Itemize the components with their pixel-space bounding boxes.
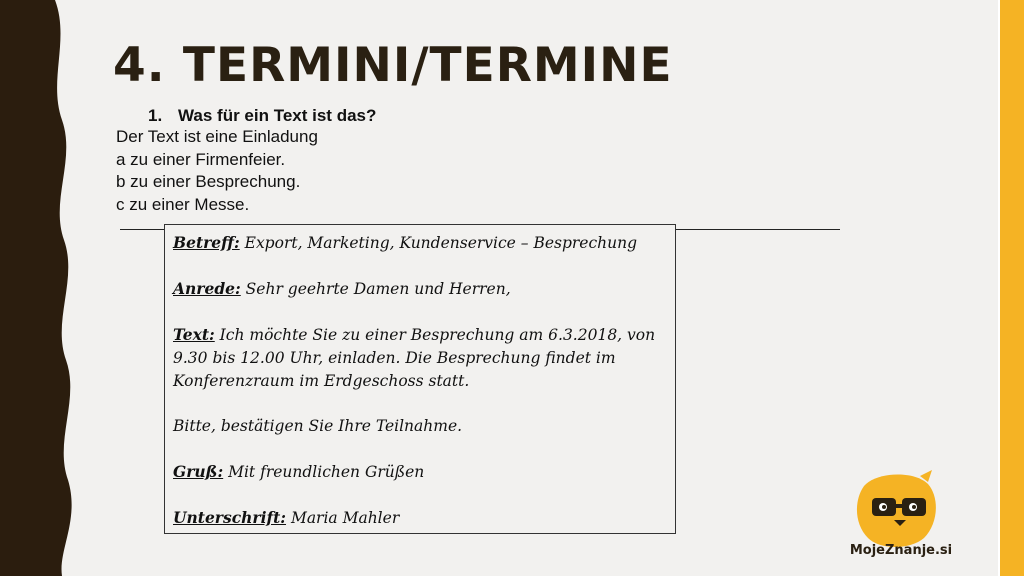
unterschrift-text: Maria Mahler: [286, 509, 400, 527]
betreff-label: Betreff:: [173, 233, 240, 252]
anrede-label: Anrede:: [173, 279, 241, 298]
gruss-text: Mit freundlichen Grüßen: [223, 463, 425, 481]
option-a: a zu einer Firmenfeier.: [116, 149, 286, 169]
option-c: c zu einer Messe.: [116, 194, 250, 214]
unterschrift-line: [173, 506, 667, 530]
question-number: 1.: [148, 106, 163, 125]
answer-lines: [116, 126, 318, 216]
unterschrift-label: Unterschrift:: [173, 508, 287, 527]
text-body: Ich möchte Sie zu einer Besprechung am 6.3.2018, von 9.30 bis 12.00 Uhr, einladen. Die Besprechung findet im Konferenzraum im Erdgeschoss statt.: [173, 326, 656, 390]
letter-box: [164, 224, 676, 534]
question-text: Was für ein Text ist das?: [178, 106, 377, 125]
gruss-line: [173, 460, 667, 484]
line-intro: Der Text ist eine Einladung: [116, 127, 318, 146]
anrede-line: [173, 277, 667, 301]
text-label: Text:: [173, 325, 215, 344]
betreff-line: [173, 231, 667, 255]
left-wave-band: [0, 0, 80, 576]
slide-title: 4. TERMINI/TERMINE: [113, 38, 673, 93]
question: [148, 105, 376, 127]
betreff-text: Export, Marketing, Kundenservice – Besprechung: [239, 234, 638, 252]
gruss-label: Gruß:: [173, 462, 224, 481]
right-accent-band: [1000, 0, 1024, 576]
brand-logo-text: MojeZnanje.si: [849, 543, 953, 558]
anrede-text: Sehr geehrte Damen und Herren,: [240, 280, 511, 298]
confirm-line: Bitte, bestätigen Sie Ihre Teilnahme.: [173, 417, 463, 435]
option-b: b zu einer Besprechung.: [116, 172, 301, 191]
text-line: [173, 323, 667, 393]
